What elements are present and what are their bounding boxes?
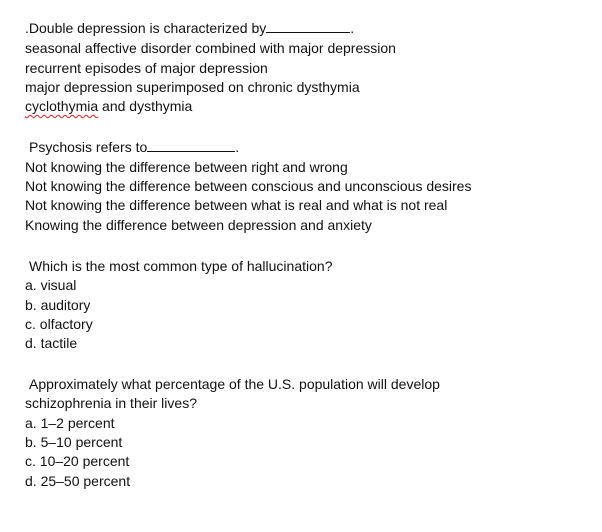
- q2-answer-blank: [147, 139, 235, 152]
- q1-stem-text: .Double depression is characterized by: [25, 20, 267, 36]
- q1-option-1: seasonal affective disorder combined with major depression: [25, 40, 396, 56]
- q1-option-4-flagged-word: cyclothymia: [25, 98, 99, 114]
- q4-stem-line-1: Approximately what percentage of the U.S. population will develop: [29, 376, 440, 392]
- q2-stem-text: Psychosis refers to: [29, 139, 148, 155]
- q4-option-c: c. 10–20 percent: [25, 453, 130, 469]
- q3-option-d: d. tactile: [25, 335, 78, 351]
- q1-option-3: major depression superimposed on chronic dysthymia: [25, 79, 360, 95]
- q1-option-4-rest: and dysthymia: [98, 98, 193, 114]
- q4-option-b: b. 5–10 percent: [25, 434, 123, 450]
- q4-stem-line-2: schizophrenia in their lives?: [25, 395, 197, 411]
- q2-option-2: Not knowing the difference between conscious and unconscious desires: [25, 178, 472, 194]
- q1-option-4: [25, 97, 192, 116]
- q1-stem: [25, 19, 354, 38]
- q3-stem: Which is the most common type of hallucination?: [29, 258, 333, 274]
- q1-answer-blank: [266, 20, 350, 33]
- q2-option-1: Not knowing the difference between right and wrong: [25, 159, 348, 175]
- q2-stem: [29, 138, 239, 157]
- q3-option-b: b. auditory: [25, 297, 91, 313]
- q1-stem-end: .: [350, 20, 355, 36]
- q2-option-4: Knowing the difference between depression and anxiety: [25, 217, 372, 233]
- q2-option-3: Not knowing the difference between what is real and what is not real: [25, 197, 448, 213]
- q2-stem-end: .: [235, 139, 240, 155]
- q3-option-a: a. visual: [25, 277, 77, 293]
- q4-option-a: a. 1–2 percent: [25, 415, 115, 431]
- q4-option-d: d. 25–50 percent: [25, 473, 131, 489]
- q3-option-c: c. olfactory: [25, 316, 93, 332]
- q1-option-2: recurrent episodes of major depression: [25, 60, 268, 76]
